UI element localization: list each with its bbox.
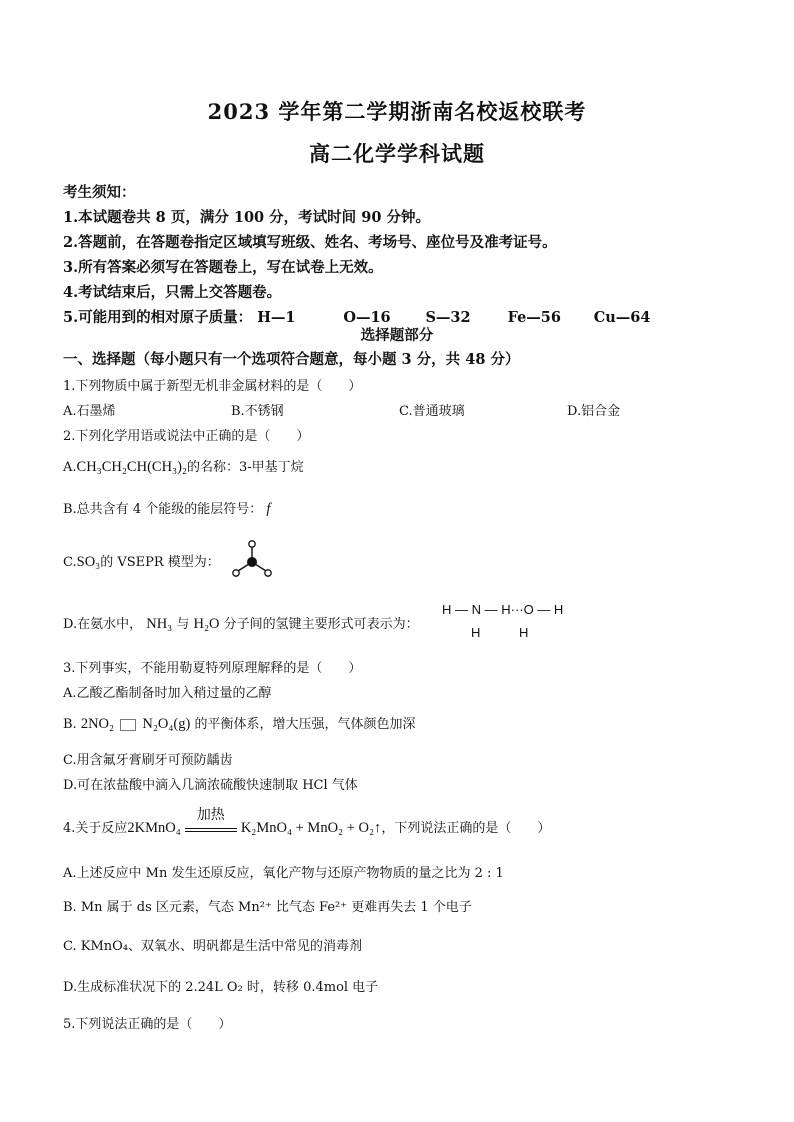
q4-option-a: A.上述反应中 Mn 发生还原反应，氧化产物与还原产物物质的量之比为 2 : 1: [63, 866, 504, 881]
notice-item: 3.所有答案必须写在答题卷上，写在试卷上无效。: [63, 259, 383, 276]
hydrogen-bond-structure: H — N — H···O — H: [442, 602, 564, 617]
atomic-mass: Cu—64: [593, 309, 651, 326]
q2-stem: 2.下列化学用语或说法中正确的是（ ）: [63, 429, 310, 444]
q2-c-formula: SO₃: [76, 554, 101, 570]
vsepr-trigonal-planar-diagram: [226, 538, 276, 582]
q2-d-nh3: NH₃: [146, 616, 173, 632]
q4-right: K₂MnO₄ + MnO₂ + O₂↑: [240, 820, 382, 836]
q2-a-suffix: 的名称：3-甲基丁烷: [186, 460, 304, 475]
notice-item: 2.答题前，在答题卷指定区域填写班级、姓名、考场号、座位号及准考证号。: [63, 234, 557, 251]
q3-option-c: C.用含氟牙膏刷牙可预防龋齿: [63, 753, 233, 768]
atomic-mass: Fe—56: [507, 309, 561, 326]
q4-option-d: D.生成标准状况下的 2.24L O₂ 时，转移 0.4mol 电子: [63, 980, 379, 995]
atomic-mass: H—1: [257, 309, 296, 326]
q3-b-eq-right: N₂O₄(g): [142, 716, 191, 732]
q2-d-suffix: 分子间的氢键主要形式可表示为：: [223, 617, 419, 632]
notice-heading: 考生须知：: [63, 184, 136, 201]
q2-c-prefix: C.: [63, 555, 77, 570]
q2-d-prefix: D.在氨水中，: [63, 617, 143, 632]
q2-d-and: 与: [176, 617, 190, 632]
q1-option-b: B.不锈钢: [231, 404, 284, 419]
q3-b-prefix: B.: [63, 717, 77, 732]
notice-item: 1.本试题卷共 8 页，满分 100 分，考试时间 90 分钟。: [63, 209, 430, 226]
q2-option-b: [63, 498, 270, 518]
hydrogen-bond-h-left: H: [471, 625, 481, 640]
heating-condition: [183, 807, 239, 838]
q2-option-d: [63, 613, 419, 633]
q4-left: 2KMnO₄: [127, 820, 181, 836]
equilibrium-arrow-icon: [120, 719, 136, 731]
q3-option-a: A.乙酸乙酯制备时加入稍过量的乙醇: [63, 686, 272, 701]
q4-suffix: ，下列说法正确的是（ ）: [381, 821, 551, 836]
q2-b-text: B.总共含有 4 个能级的能层符号：: [63, 502, 263, 517]
q2-d-h2o: H₂O: [193, 616, 220, 632]
atomic-mass: O—16: [343, 309, 391, 326]
atomic-mass: S—32: [425, 309, 471, 326]
q3-option-d: D.可在浓盐酸中滴入几滴浓硫酸快速制取 HCl 气体: [63, 778, 358, 793]
q4-stem: [63, 807, 551, 838]
q4-option-b: B. Mn 属于 ds 区元素，气态 Mn²⁺ 比气态 Fe²⁺ 更难再失去 1 个电子: [63, 900, 472, 915]
q2-b-symbol: f: [266, 501, 271, 517]
atomic-mass-label: 5.可能用到的相对原子质量：: [63, 309, 253, 326]
q2-option-a: [63, 456, 304, 476]
q4-option-c: C. KMnO₄、双氧水、明矾都是生活中常见的消毒剂: [63, 939, 363, 954]
q3-b-eq-left: 2NO₂: [80, 716, 115, 732]
q1-option-d: D.铝合金: [567, 404, 621, 419]
q1-option-c: C.普通玻璃: [399, 404, 465, 419]
part-heading: 一、选择题（每小题只有一个选项符合题意，每小题 3 分，共 48 分）: [63, 351, 520, 368]
q3-stem: 3.下列事实，不能用勒夏特列原理解释的是（ ）: [63, 661, 362, 676]
q2-a-prefix: A.: [63, 460, 77, 475]
notice-item: 4.考试结束后，只需上交答题卷。: [63, 284, 282, 301]
q5-stem: 5.下列说法正确的是（ ）: [63, 1017, 232, 1032]
exam-subtitle: 高二化学学科试题: [309, 141, 485, 166]
q2-option-c: [63, 551, 220, 571]
exam-title: 2023 学年第二学期浙南名校返校联考: [207, 99, 587, 124]
q1-option-a: A.石墨烯: [63, 404, 116, 419]
hydrogen-bond-h-right: H: [519, 625, 529, 640]
q3-b-suffix: 的平衡体系，增大压强，气体颜色加深: [194, 717, 416, 732]
section-title: 选择题部分: [360, 327, 434, 344]
q2-a-formula: CH₃CH₂CH(CH₃)₂: [76, 459, 187, 475]
q4-prefix: 4.关于反应: [63, 821, 128, 836]
q3-option-b: [63, 713, 415, 733]
q1-stem: 1.下列物质中属于新型无机非金属材料的是（ ）: [63, 379, 362, 394]
q2-c-suffix: 的 VSEPR 模型为：: [100, 555, 220, 570]
heating-label: 加热: [196, 807, 225, 823]
